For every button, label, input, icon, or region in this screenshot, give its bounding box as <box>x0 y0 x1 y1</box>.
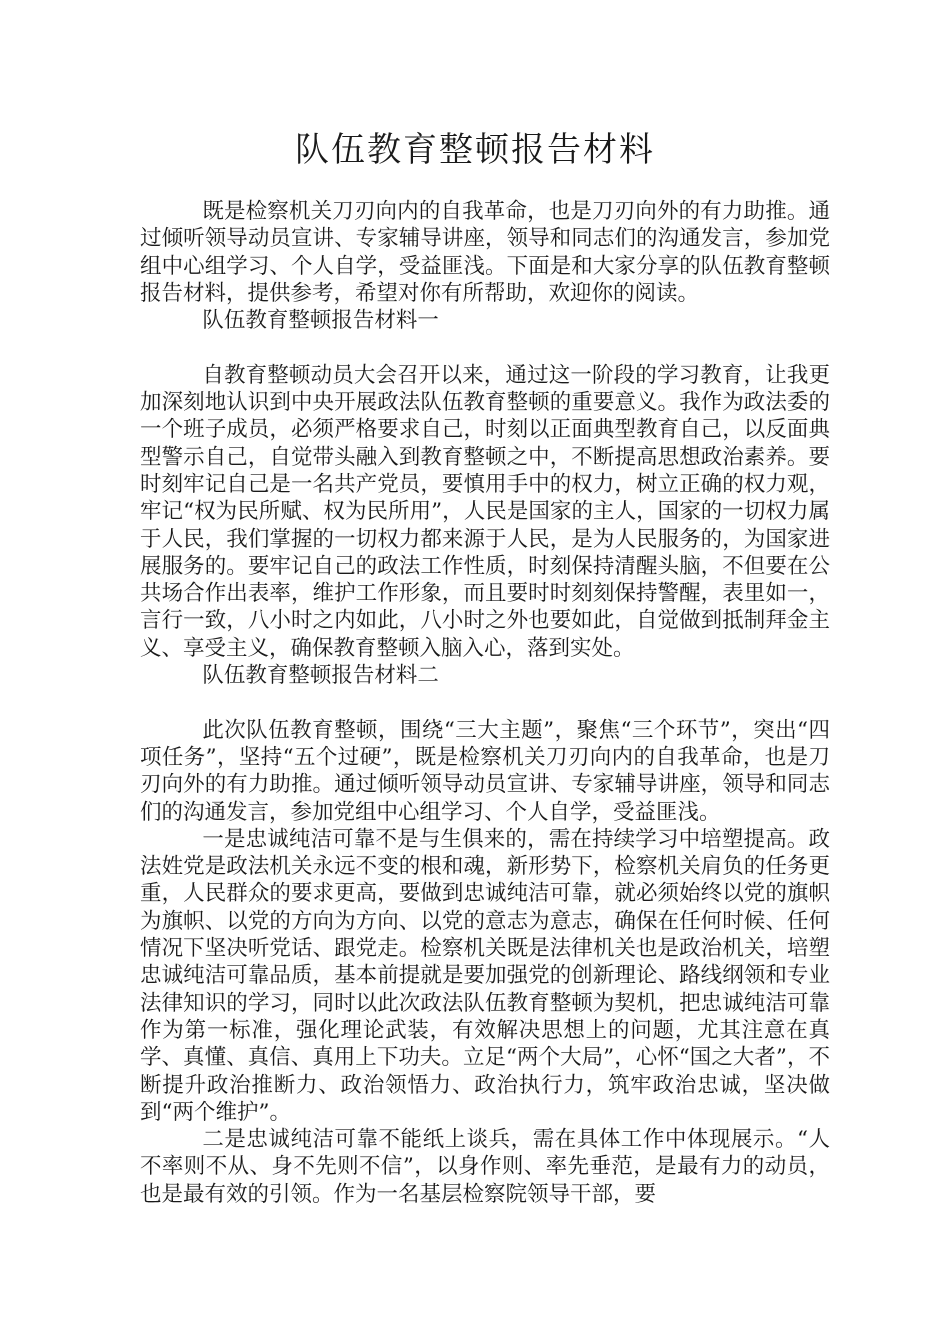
document-title: 队伍教育整顿报告材料 <box>295 130 655 170</box>
intro-paragraph: 既是检察机关刀刃向内的自我革命，也是刀刃向外的有力助推。通过倾听领导动员宣讲、专家辅导讲座，领导和同志们的沟通发言，参加党组中心组学习、个人自学，受益匪浅。下面是和大家分享的队伍教育整顿报告材料，提供参考，希望对你有所帮助，欢迎你的阅读。 <box>140 199 830 306</box>
point-two-paragraph: 二是忠诚纯洁可靠不能纸上谈兵，需在具体工作中体现展示。“人不率则不从、身不先则不信”，以身作则、率先垂范，是最有力的动员，也是最有效的引领。作为一名基层检察院领导干部，要 <box>140 1127 830 1207</box>
section-2-paragraph: 此次队伍教育整顿，围绕“三大主题”，聚焦“三个环节”，突出“四项任务”，坚持“五个过硬”，既是检察机关刀刃向内的自我革命，也是刀刃向外的有力助推。通过倾听领导动员宣讲、专家辅导讲座，领导和同志们的沟通发言，参加党组中心组学习、个人自学，受益匪浅。 <box>140 717 830 825</box>
blank-line <box>140 689 830 716</box>
section-1-paragraph: 自教育整顿动员大会召开以来，通过这一阶段的学习教育，让我更加深刻地认识到中央开展政法队伍教育整顿的重要意义。我作为政法委的一个班子成员，必须严格要求自己，时刻以正面典型教育自己，以反面典型警示自己，自觉带头融入到教育整顿之中，不断提高思想政治素养。要时刻牢记自己是一名共产党员，要慎用手中的权力，树立正确的权力观，牢记“权为民所赋、权为民所用”，人民是国家的主人，国家的一切权力属于人民，我们掌握的一切权力都来源于人民，是为人民服务的，为国家进展服务的。要牢记自己的政法工作性质，时刻保持清醒头脑，不但要在公共场合作出表率，维护工作形象，而且要时时刻刻保持警醒，表里如一，言行一致，八小时之内如此，八小时之外也要如此，自觉做到抵制拜金主义、享受主义，确保教育整顿入脑入心，落到实处。 <box>140 362 830 661</box>
document-body <box>140 198 830 1208</box>
section-heading-1: 队伍教育整顿报告材料一 <box>202 308 439 334</box>
blank-line <box>140 334 830 361</box>
section-heading-2: 队伍教育整顿报告材料二 <box>202 663 439 689</box>
point-one-paragraph: 一是忠诚纯洁可靠不是与生俱来的，需在持续学习中培塑提高。政法姓党是政法机关永远不变的根和魂，新形势下，检察机关肩负的任务更重，人民群众的要求更高，要做到忠诚纯洁可靠，就必须始终以党的旗帜为旗帜、以党的方向为方向、以党的意志为意志，确保在任何时候、任何情况下坚决听党话、跟党走。检察机关既是法律机关也是政治机关，培塑忠诚纯洁可靠品质，基本前提就是要加强党的创新理论、路线纲领和专业法律知识的学习，同时以此次政法队伍教育整顿为契机，把忠诚纯洁可靠作为第一标准，强化理论武装，有效解决思想上的问题，尤其注意在真学、真懂、真信、真用上下功夫。立足“两个大局”，心怀“国之大者”，不断提升政治推断力、政治领悟力、政治执行力，筑牢政治忠诚，坚决做到“两个维护”。 <box>140 826 830 1125</box>
